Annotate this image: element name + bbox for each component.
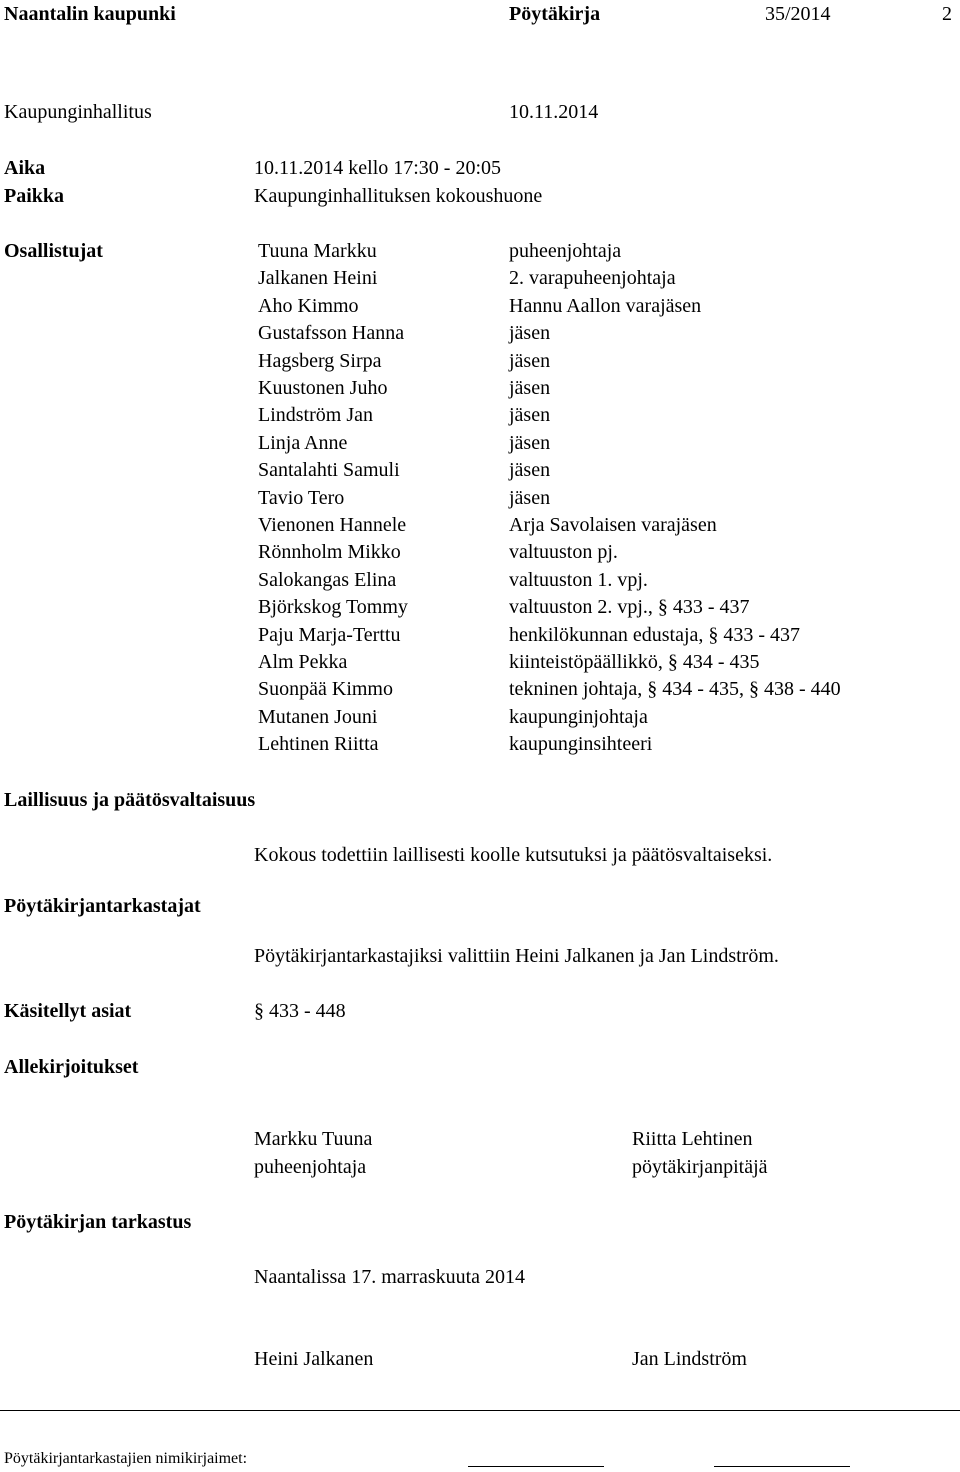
secretary-role: pöytäkirjanpitäjä — [632, 1156, 768, 1178]
meeting-date: 10.11.2014 — [509, 101, 599, 123]
initials-line-2 — [714, 1466, 850, 1467]
place-label: Paikka — [4, 185, 65, 207]
document-number: 35/2014 — [765, 3, 831, 25]
participant-name: Jalkanen Heini — [258, 267, 378, 289]
participant-role: valtuuston 2. vpj., § 433 - 437 — [509, 596, 750, 618]
participant-name: Paju Marja-Terttu — [258, 624, 401, 646]
place-value: Kaupunginhallituksen kokoushuone — [254, 185, 543, 207]
governing-body: Kaupunginhallitus — [4, 101, 152, 123]
page-number: 2 — [942, 3, 952, 25]
participant-name: Salokangas Elina — [258, 569, 397, 591]
participant-name: Suonpää Kimmo — [258, 678, 393, 700]
participant-role: valtuuston 1. vpj. — [509, 569, 648, 591]
participant-role: jäsen — [509, 377, 551, 399]
secretary-name: Riitta Lehtinen — [632, 1128, 753, 1150]
participant-role: 2. varapuheenjohtaja — [509, 267, 676, 289]
initials-line-1 — [468, 1466, 604, 1467]
time-value: 10.11.2014 kello 17:30 - 20:05 — [254, 157, 502, 179]
city-name: Naantalin kaupunki — [4, 3, 176, 25]
participant-role: kiinteistöpäällikkö, § 434 - 435 — [509, 651, 760, 673]
document-type: Pöytäkirja — [509, 3, 601, 25]
participant-name: Vienonen Hannele — [258, 514, 407, 536]
participant-name: Lindström Jan — [258, 404, 373, 426]
participant-name: Aho Kimmo — [258, 295, 359, 317]
participant-name: Kuustonen Juho — [258, 377, 388, 399]
chair-name: Markku Tuuna — [254, 1128, 373, 1150]
participant-role: Hannu Aallon varajäsen — [509, 295, 702, 317]
participant-name: Lehtinen Riitta — [258, 733, 379, 755]
participant-name: Linja Anne — [258, 432, 348, 454]
participant-role: jäsen — [509, 487, 551, 509]
participant-name: Alm Pekka — [258, 651, 348, 673]
handled-value: § 433 - 448 — [254, 1000, 346, 1022]
inspectors-label: Pöytäkirjantarkastajat — [4, 895, 201, 917]
chair-role: puheenjohtaja — [254, 1156, 367, 1178]
legality-label: Laillisuus ja päätösvaltaisuus — [4, 789, 256, 811]
legality-text: Kokous todettiin laillisesti koolle kutsutuksi ja päätösvaltaiseksi. — [254, 844, 773, 866]
signatures-label: Allekirjoitukset — [4, 1056, 139, 1078]
participant-name: Gustafsson Hanna — [258, 322, 405, 344]
footer-divider — [0, 1410, 960, 1411]
participant-role: kaupunginjohtaja — [509, 706, 648, 728]
time-label: Aika — [4, 157, 46, 179]
participant-role: puheenjohtaja — [509, 240, 622, 262]
participant-role: jäsen — [509, 350, 551, 372]
participant-role: tekninen johtaja, § 434 - 435, § 438 - 440 — [509, 678, 841, 700]
review-label: Pöytäkirjan tarkastus — [4, 1211, 192, 1233]
participants-label: Osallistujat — [4, 240, 103, 262]
participant-name: Björkskog Tommy — [258, 596, 408, 618]
participant-name: Mutanen Jouni — [258, 706, 378, 728]
participant-role: valtuuston pj. — [509, 541, 618, 563]
participant-role: kaupunginsihteeri — [509, 733, 653, 755]
participant-role: henkilökunnan edustaja, § 433 - 437 — [509, 624, 801, 646]
participant-role: jäsen — [509, 322, 551, 344]
inspectors-text: Pöytäkirjantarkastajiksi valittiin Heini Jalkanen ja Jan Lindström. — [254, 945, 779, 967]
participant-name: Rönnholm Mikko — [258, 541, 401, 563]
participant-name: Tavio Tero — [258, 487, 345, 509]
reviewer-left-name: Heini Jalkanen — [254, 1348, 374, 1370]
initials-label: Pöytäkirjantarkastajien nimikirjaimet: — [4, 1450, 248, 1467]
handled-label: Käsitellyt asiat — [4, 1000, 132, 1022]
participant-role: Arja Savolaisen varajäsen — [509, 514, 717, 536]
participant-role: jäsen — [509, 432, 551, 454]
review-place-date: Naantalissa 17. marraskuuta 2014 — [254, 1266, 526, 1288]
participant-name: Tuuna Markku — [258, 240, 377, 262]
participant-name: Santalahti Samuli — [258, 459, 400, 481]
reviewer-right-name: Jan Lindström — [632, 1348, 747, 1370]
participant-name: Hagsberg Sirpa — [258, 350, 382, 372]
participant-role: jäsen — [509, 404, 551, 426]
participant-role: jäsen — [509, 459, 551, 481]
